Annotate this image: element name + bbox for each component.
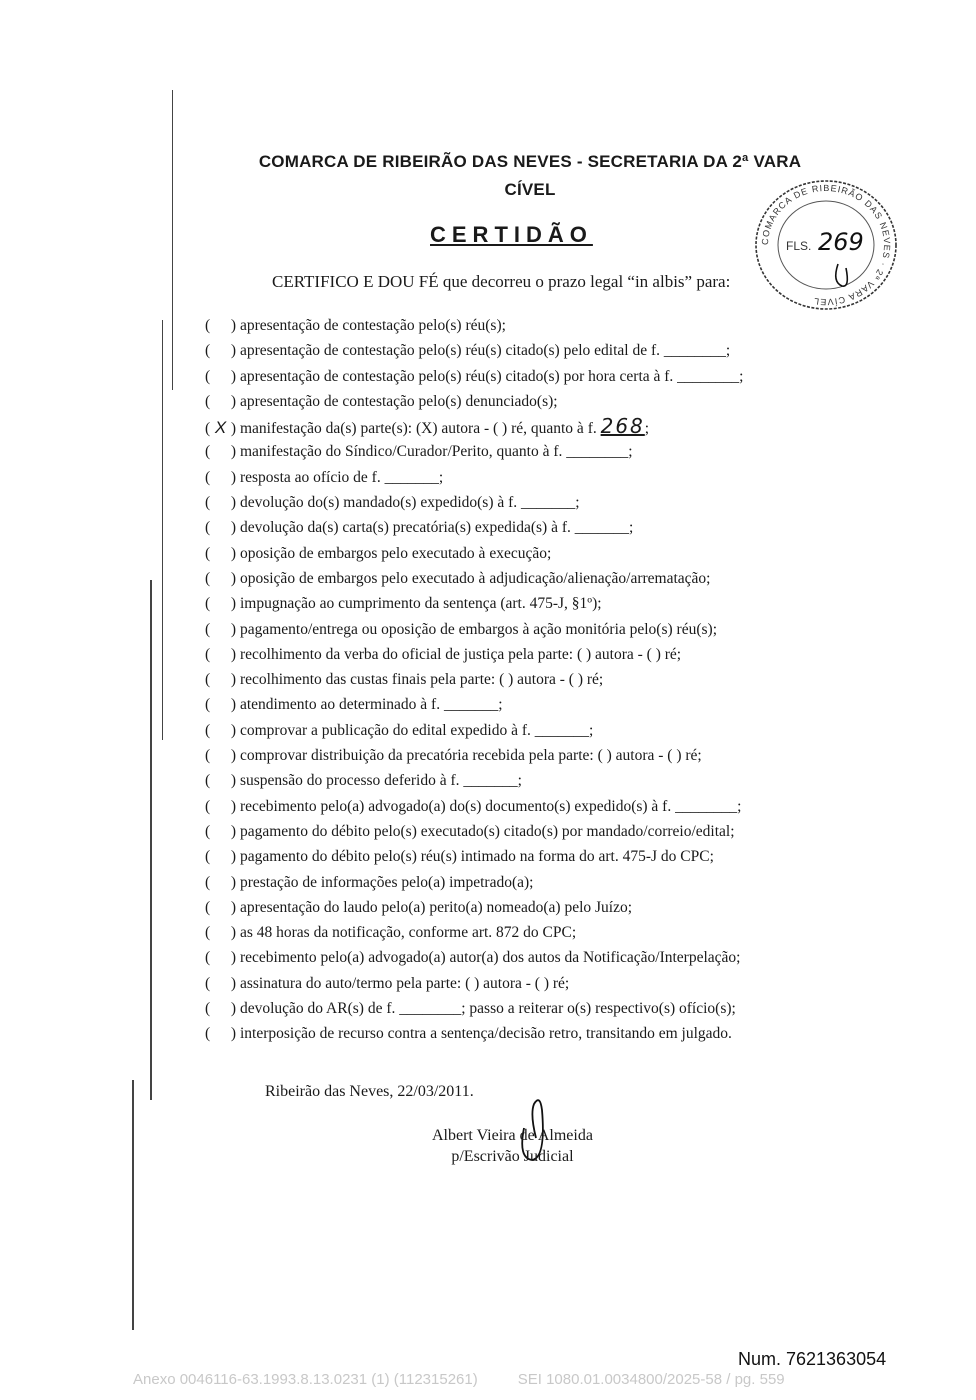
checklist-item-text: recebimento pelo(a) advogado(a) autor(a) dos autos da Notificação/Interpelação;: [239, 949, 741, 967]
checklist-item: ( ) pagamento do débito pelo(s) réu(s) intimado na forma do art. 475-J do CPC;: [205, 848, 714, 866]
document-title: CERTIDÃO: [430, 222, 593, 247]
checklist-item: ( ) apresentação de contestação pelo(s) réu(s) citado(s) por hora certa à f. ________;: [205, 367, 744, 385]
checklist-item: ( ) devolução da(s) carta(s) precatória(s) expedida(s) à f. _______;: [205, 519, 634, 537]
checklist-item: ( ) suspensão do processo deferido à f. _______;: [205, 772, 522, 790]
checklist-item-text: recolhimento das custas finais pela parte: ( ) autora - ( ) ré;: [239, 671, 604, 689]
handwritten-page-number: 268: [600, 414, 645, 439]
checklist-item-suffix: ;: [644, 420, 650, 438]
checklist-item: ( ) manifestação do Síndico/Curador/Perito, quanto à f. ________;: [205, 443, 633, 461]
checklist: [205, 313, 744, 1047]
scan-edge-line: [172, 90, 173, 390]
checklist-item-text: apresentação de contestação pelo(s) réu(s);: [239, 317, 506, 334]
checklist-item-text: oposição de embargos pelo executado à execução;: [239, 544, 552, 562]
footer-sei: SEI 1080.01.0034800/2025-58 / pg. 559: [517, 1371, 785, 1388]
place-date: Ribeirão das Neves, 22/03/2011.: [265, 1083, 474, 1100]
checklist-item-text: apresentação de contestação pelo(s) denunciado(s);: [239, 392, 558, 410]
scan-edge-line: [162, 320, 163, 740]
signer-name: Albert Vieira de Almeida: [432, 1127, 593, 1144]
checklist-item-text: devolução do(s) mandado(s) expedido(s) à f. _______;: [239, 494, 580, 512]
checklist-item-text: recolhimento da verba do oficial de justiça pela parte: ( ) autora - ( ) ré;: [239, 645, 682, 663]
signer-role: p/Escrivão Judicial: [451, 1148, 574, 1165]
checklist-item-text: prestação de informações pelo(a) impetrado(a);: [239, 873, 534, 891]
checklist-item: ( ) impugnação ao cumprimento da sentença (art. 475-J, §1º);: [205, 595, 602, 613]
checklist-item: ( ) atendimento ao determinado à f. _______;: [205, 696, 503, 714]
checklist-item-text: oposição de embargos pelo executado à adjudicação/alienação/arrematação;: [239, 569, 711, 587]
checklist-item: ( ) comprovar distribuição da precatória recebida pela parte: ( ) autora - ( ) ré;: [205, 747, 702, 765]
checklist-item: ( ) pagamento/entrega ou oposição de embargos à ação monitória pelo(s) réu(s);: [205, 620, 717, 638]
stamp-initial: [836, 264, 848, 286]
certification-intro: CERTIFICO E DOU FÉ que decorreu o prazo legal “in albis” para:: [272, 272, 731, 291]
checklist-item-text: comprovar distribuição da precatória recebida pela parte: ( ) autora - ( ) ré;: [239, 747, 702, 765]
checklist-item: ( ) interposição de recurso contra a sentença/decisão retro, transitando em julgado.: [205, 1025, 732, 1043]
checklist-item-text: assinatura do auto/termo pela parte: ( ) autora - ( ) ré;: [239, 974, 570, 992]
checklist-item-text: apresentação de contestação pelo(s) réu(s) citado(s) pelo edital de f. ________;: [239, 342, 731, 360]
checklist-item: ( ) oposição de embargos pelo executado à adjudicação/alienação/arrematação;: [205, 569, 711, 587]
stamp-label: FLS.: [786, 239, 812, 253]
checklist-item-text: pagamento do débito pelo(s) réu(s) intimado na forma do art. 475-J do CPC;: [239, 848, 714, 866]
checklist-item: ( ) resposta ao ofício de f. _______;: [205, 468, 444, 486]
checklist-item: ( ) recebimento pelo(a) advogado(a) autor(a) dos autos da Notificação/Interpelação;: [205, 949, 741, 967]
checklist-item: ( ) assinatura do auto/termo pela parte: ( ) autora - ( ) ré;: [205, 974, 570, 992]
checklist-item-text: atendimento ao determinado à f. _______;: [239, 696, 503, 714]
checklist-item-text: interposição de recurso contra a sentença/decisão retro, transitando em julgado.: [239, 1025, 732, 1043]
checklist-item-text: manifestação do Síndico/Curador/Perito, quanto à f. ________;: [239, 443, 633, 461]
scan-edge-line: [132, 1080, 134, 1330]
checklist-item-text: resposta ao ofício de f. _______;: [239, 468, 444, 486]
checklist-item: ( ) pagamento do débito pelo(s) executado(s) citado(s) por mandado/correio/edital;: [205, 822, 735, 840]
checklist-item-text: as 48 horas da notificação, conforme art. 872 do CPC;: [239, 924, 577, 942]
checklist-item: ( ) apresentação de contestação pelo(s) denunciado(s);: [205, 392, 558, 410]
checklist-item: ( ) comprovar a publicação do edital expedido à f. _______;: [205, 721, 594, 739]
watermark-footer: [133, 1371, 785, 1388]
checklist-item-text: impugnação ao cumprimento da sentença (art. 475-J, §1º);: [239, 595, 602, 613]
checklist-item-text: comprovar a publicação do edital expedido à f. _______;: [239, 721, 594, 739]
checklist-item: ( ) devolução do(s) mandado(s) expedido(s) à f. _______;: [205, 494, 580, 512]
checklist-item: ( ) apresentação de contestação pelo(s) réu(s);: [205, 317, 506, 334]
checklist-item-text: devolução da(s) carta(s) precatória(s) expedida(s) à f. _______;: [239, 519, 634, 537]
checklist-item: ( ) apresentação de contestação pelo(s) réu(s) citado(s) pelo edital de f. ________;: [205, 342, 731, 360]
court-stamp: [752, 178, 900, 312]
checklist-item-text: apresentação de contestação pelo(s) réu(s) citado(s) por hora certa à f. ________;: [239, 367, 744, 385]
checklist-item-text: pagamento/entrega ou oposição de embargos à ação monitória pelo(s) réu(s);: [239, 620, 717, 638]
checklist-item: ( ) devolução do AR(s) de f. ________; passo a reiterar o(s) respectivo(s) ofício(s);: [205, 1000, 736, 1018]
checklist-item: ( X ) manifestação da(s) parte(s): (X) autora - ( ) ré, quanto à f. 268;: [205, 414, 744, 439]
checklist-item-text: devolução do AR(s) de f. ________; passo a reiterar o(s) respectivo(s) ofício(s);: [239, 1000, 736, 1018]
footer-annex: Anexo 0046116-63.1993.8.13.0231 (1) (112315261): [133, 1371, 478, 1388]
checklist-item: ( ) recebimento pelo(a) advogado(a) do(s) documento(s) expedido(s) à f. ________;: [205, 797, 742, 815]
checklist-item-text: pagamento do débito pelo(s) executado(s) citado(s) por mandado/correio/edital;: [239, 822, 735, 840]
stamp-page-number: 269: [818, 228, 864, 256]
checklist-item-text: recebimento pelo(a) advogado(a) do(s) documento(s) expedido(s) à f. ________;: [239, 797, 742, 815]
checklist-item: ( ) prestação de informações pelo(a) impetrado(a);: [205, 873, 534, 891]
checklist-item: ( ) as 48 horas da notificação, conforme art. 872 do CPC;: [205, 924, 577, 942]
checklist-item-text: apresentação do laudo pelo(a) perito(a) nomeado(a) pelo Juízo;: [239, 898, 633, 916]
court-header-line1: COMARCA DE RIBEIRÃO DAS NEVES - SECRETARIA DA 2ª VARA: [258, 152, 802, 171]
checklist-item: ( ) oposição de embargos pelo executado à execução;: [205, 544, 552, 562]
checklist-item: ( ) recolhimento da verba do oficial de justiça pela parte: ( ) autora - ( ) ré;: [205, 645, 682, 663]
checklist-item-text: manifestação da(s) parte(s): (X) autora - ( ) ré, quanto à f.: [239, 420, 597, 438]
court-header-line2: CÍVEL: [504, 180, 556, 199]
checklist-item: ( ) apresentação do laudo pelo(a) perito(a) nomeado(a) pelo Juízo;: [205, 898, 633, 916]
stamp-ring-text: COMARCA DE RIBEIRÃO DAS NEVES · 2ª VARA CÍVEL: [759, 182, 893, 308]
document-number: Num. 7621363054: [738, 1349, 887, 1369]
signer-block: [432, 1125, 593, 1167]
scan-edge-line: [150, 580, 152, 1100]
checklist-item: ( ) recolhimento das custas finais pela parte: ( ) autora - ( ) ré;: [205, 671, 604, 689]
checklist-item-text: suspensão do processo deferido à f. _______;: [239, 772, 522, 790]
checkbox-mark: X: [214, 418, 227, 438]
